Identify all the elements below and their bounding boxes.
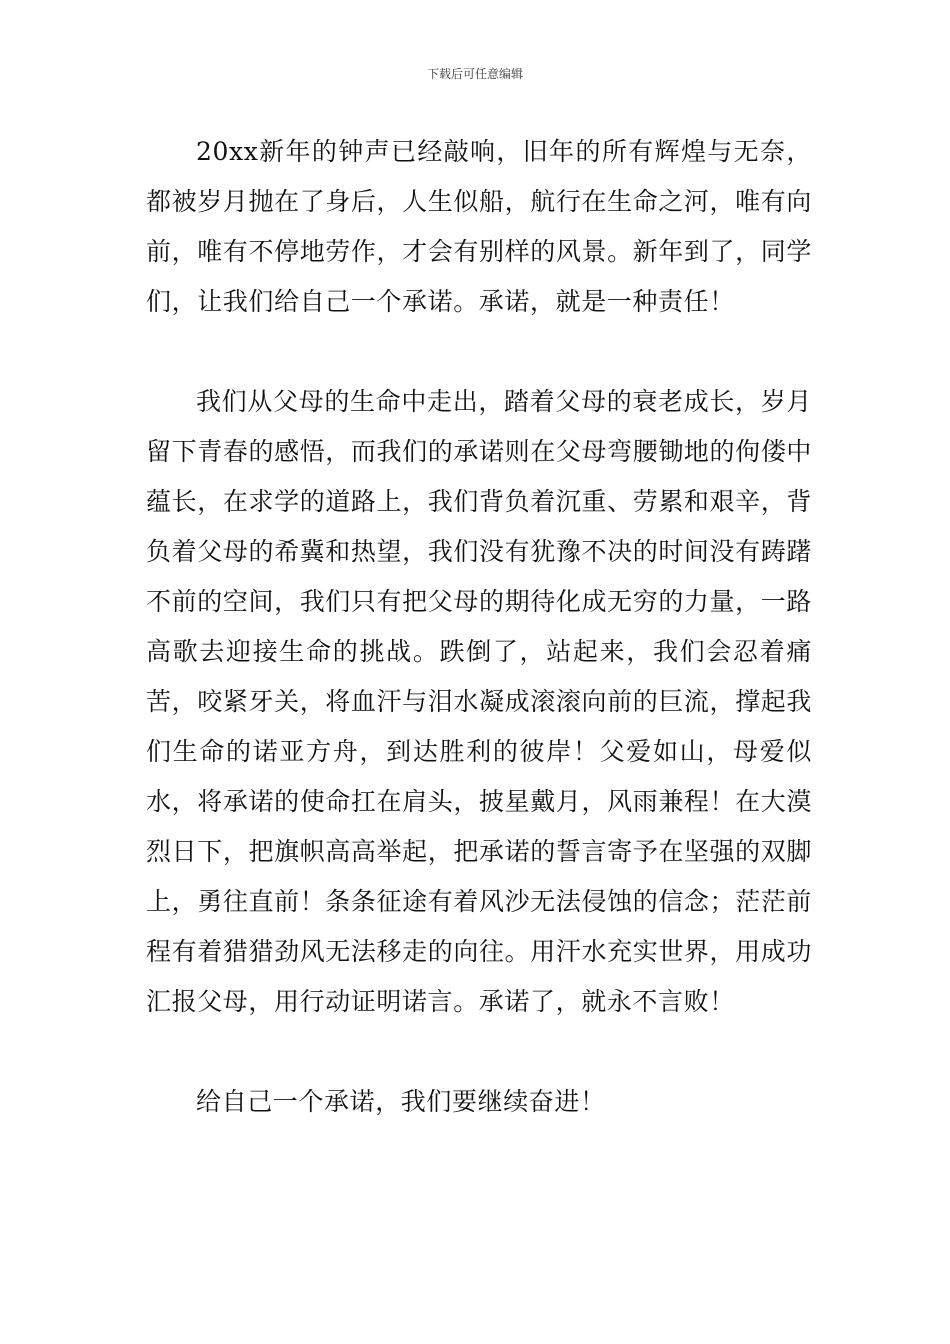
paragraph-main: 我们从父母的生命中走出，踏着父母的衰老成长，岁月留下青春的感悟，而我们的承诺则在父母弯腰锄地的佝偻中蕴长，在求学的道路上，我们背负着沉重、劳累和艰辛，背负着父母的希冀和热望，我们没有犹豫不决的时间没有踌躇不前的空间，我们只有把父母的期待化成无穷的力量，一路高歌去迎接生命的挑战。跌倒了，站起来，我们会忍着痛苦，咬紧牙关，将血汗与泪水凝成滚滚向前的巨流，撑起我们生命的诺亚方舟，到达胜利的彼岸！父爱如山，母爱似水，将承诺的使命扛在肩头，披星戴月，风雨兼程！在大漠烈日下，把旗帜高高举起，把承诺的誓言寄予在坚强的双脚上，勇往直前！条条征途有着风沙无法侵蚀的信念；茫茫前程有着猎猎劲风无法移走的向往。用汗水充实世界，用成功汇报父母，用行动证明诺言。承诺了，就永不言败！ — [146, 387, 812, 1016]
paragraph-intro: 20xx新年的钟声已经敲响，旧年的所有辉煌与无奈，都被岁月抛在了身后，人生似船，航行在生命之河，唯有向前，唯有不停地劳作，才会有别样的风景。新年到了，同学们，让我们给自己一个承诺。承诺，就是一种责任！ — [146, 137, 812, 316]
document-body — [146, 127, 812, 1127]
paragraph-closing: 给自己一个承诺，我们要继续奋进！ — [196, 1087, 606, 1116]
page-header: 下载后可任意编辑 — [426, 67, 523, 81]
